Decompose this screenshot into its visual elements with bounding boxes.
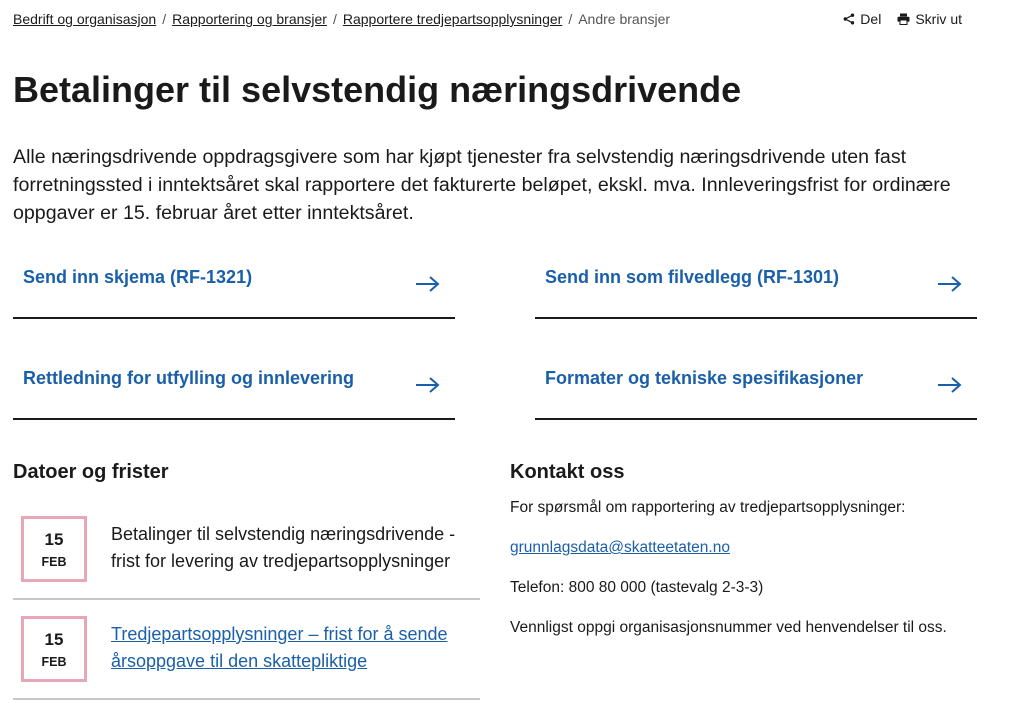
breadcrumb-separator: /	[332, 11, 337, 27]
date-day: 15	[44, 630, 64, 649]
link-label: Rettledning for utfylling og innlevering	[23, 368, 354, 388]
breadcrumb-link-bedrift[interactable]: Bedrift og organisasjon	[13, 11, 157, 27]
link-label: Send inn skjema (RF-1321)	[23, 267, 253, 287]
breadcrumb-link-rapportering[interactable]: Rapportering og bransjer	[172, 11, 327, 27]
arrow-right-icon	[937, 275, 963, 293]
date-item	[13, 500, 480, 600]
breadcrumb-link-tredjepart[interactable]: Rapportere tredjepartsopplysninger	[342, 11, 563, 27]
page-actions	[843, 11, 962, 27]
print-button[interactable]	[897, 11, 962, 27]
top-bar	[13, 11, 973, 29]
contact-question: For spørsmål om rapportering av tredjepartsopplysninger:	[510, 499, 906, 516]
link-send-filvedlegg[interactable]	[535, 251, 977, 319]
print-label: Skriv ut	[915, 11, 962, 27]
arrow-right-icon	[415, 275, 441, 293]
date-month: FEB	[41, 655, 67, 669]
date-month: FEB	[41, 555, 67, 569]
contact-note: Vennligst oppgi organisasjonsnummer ved henvendelser til oss.	[510, 619, 947, 636]
date-description: Betalinger til selvstendig næringsdrivende - frist for levering av tredjepartsopplysninger	[111, 524, 456, 571]
page-title: Betalinger til selvstendig næringsdrivende	[13, 69, 742, 110]
link-label: Formater og tekniske spesifikasjoner	[545, 368, 864, 388]
date-item	[13, 600, 480, 700]
printer-icon	[897, 13, 910, 25]
date-badge	[21, 516, 87, 582]
date-description-link[interactable]: Tredjepartsopplysninger – frist for å sende årsoppgave til den skattepliktige	[111, 624, 448, 671]
breadcrumb-separator: /	[568, 11, 573, 27]
dates-section-title: Datoer og frister	[13, 461, 169, 483]
breadcrumb-current: Andre bransjer	[578, 11, 671, 27]
link-send-skjema[interactable]	[13, 251, 455, 319]
contact-section-title: Kontakt oss	[510, 461, 625, 483]
date-badge	[21, 616, 87, 682]
link-formater[interactable]	[535, 352, 977, 420]
date-day: 15	[44, 530, 64, 549]
link-rettledning[interactable]	[13, 352, 455, 420]
link-label: Send inn som filvedlegg (RF-1301)	[545, 267, 840, 287]
arrow-right-icon	[415, 376, 441, 394]
contact-phone: Telefon: 800 80 000 (tastevalg 2-3-3)	[510, 579, 764, 596]
intro-paragraph: Alle næringsdrivende oppdragsgivere som har kjøpt tjenester fra selvstendig næringsdrivende uten fast forretningssted i inntektsåret skal rapportere det fakturerte beløpet, ekskl. mva. Innleveringsfrist for ordinære oppgaver er 15. februar året etter inntektsåret.	[13, 146, 951, 224]
arrow-right-icon	[937, 376, 963, 394]
breadcrumb	[13, 11, 670, 27]
share-icon	[843, 13, 855, 25]
share-label: Del	[860, 11, 882, 27]
contact-email-link[interactable]: grunnlagsdata@skatteetaten.no	[510, 539, 730, 556]
breadcrumb-separator: /	[162, 11, 167, 27]
share-button[interactable]	[843, 11, 881, 27]
